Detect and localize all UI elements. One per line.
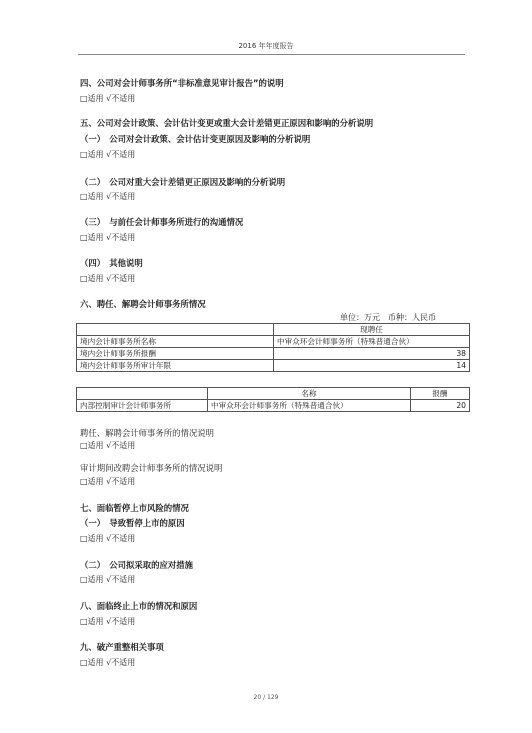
section-6-note1: 聘任、解聘会计师事务所的情况说明 xyxy=(80,428,214,438)
section-5-option3: □适用 √不适用 xyxy=(80,233,136,242)
row-value: 14 xyxy=(274,360,470,372)
col-fee-header: 报酬 xyxy=(411,388,470,400)
section-5-sub2: （二） 公司对重大会计差错更正原因及影响的分析说明 xyxy=(80,177,286,187)
table-row xyxy=(77,336,470,348)
header-divider xyxy=(78,54,465,55)
table-header-row xyxy=(77,388,470,400)
col-name-header: 名称 xyxy=(208,388,411,400)
section-7-option2: □适用 √不适用 xyxy=(80,575,136,584)
section-5-sub1: （一） 公司对会计政策、会计估计变更原因及影响的分析说明 xyxy=(80,134,311,144)
row-label: 境内会计师事务所报酬 xyxy=(77,348,274,360)
unit-note: 单位：万元 币种：人民币 xyxy=(340,313,436,322)
section-5-sub3: （三） 与前任会计师事务所进行的沟通情况 xyxy=(80,217,244,227)
page-header: 2016 年年度报告 xyxy=(238,42,294,50)
section-5-heading: 五、公司对会计政策、会计估计变更或重大会计差错更正原因和影响的分析说明 xyxy=(80,118,374,128)
internal-control-table xyxy=(76,387,470,412)
section-7-sub2: （二） 公司拟采取的应对措施 xyxy=(80,560,194,570)
auditor-table xyxy=(76,323,470,372)
row-fee: 20 xyxy=(411,400,470,412)
row-label: 境内会计师事务所名称 xyxy=(77,336,274,348)
page-number: 20 / 129 xyxy=(253,694,279,701)
section-9-option: □适用 √不适用 xyxy=(80,658,136,667)
section-6-note2: 审计期间改聘会计师事务所的情况说明 xyxy=(80,463,223,473)
section-8-option: □适用 √不适用 xyxy=(80,617,136,626)
row-label: 内部控制审计会计师事务所 xyxy=(77,400,208,412)
section-9-heading: 九、破产重整相关事项 xyxy=(80,642,164,652)
section-7-sub1: （一） 导致暂停上市的原因 xyxy=(80,518,185,528)
row-value: 中审众环会计师事务所（特殊普通合伙） xyxy=(274,336,470,348)
table-row xyxy=(77,360,470,372)
section-5-option2: □适用 √不适用 xyxy=(80,192,136,201)
section-7-heading: 七、面临暂停上市风险的情况 xyxy=(80,503,189,513)
section-5-option1: □适用 √不适用 xyxy=(80,150,136,159)
row-label: 境内会计师事务所审计年限 xyxy=(77,360,274,372)
section-7-option1: □适用 √不适用 xyxy=(80,534,136,543)
row-name: 中审众环会计师事务所（特殊普通合伙） xyxy=(208,400,411,412)
section-6-heading: 六、聘任、解聘会计师事务所情况 xyxy=(80,299,206,309)
section-8-heading: 八、面临终止上市的情况和原因 xyxy=(80,601,198,611)
table-header-cell: 现聘任 xyxy=(274,324,470,336)
section-6-option1: □适用 √不适用 xyxy=(80,441,136,450)
table-row xyxy=(77,400,470,412)
table-header-blank xyxy=(77,388,208,400)
section-4-heading: 四、公司对会计师事务所“非标准意见审计报告”的说明 xyxy=(80,78,284,88)
section-5-sub4: （四） 其他说明 xyxy=(80,258,143,268)
table-header-row xyxy=(77,324,470,336)
table-header-blank xyxy=(77,324,274,336)
section-5-option4: □适用 √不适用 xyxy=(80,274,136,283)
row-value: 38 xyxy=(274,348,470,360)
section-4-option: □适用 √不适用 xyxy=(80,94,136,103)
table-row xyxy=(77,348,470,360)
section-6-option2: □适用 √不适用 xyxy=(80,477,136,486)
